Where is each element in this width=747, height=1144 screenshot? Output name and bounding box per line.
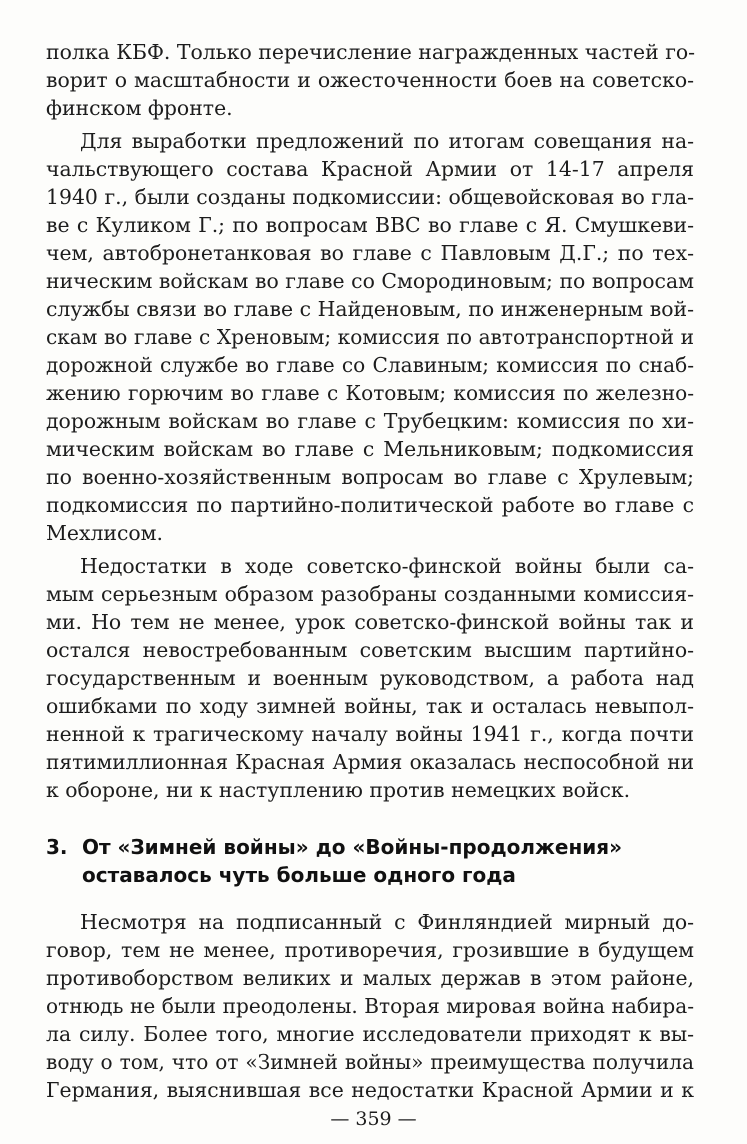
text-line: ворит о масштабности и ожесточенности боев на советско- [46, 68, 694, 92]
text-line: Мехлисом. [46, 521, 164, 545]
text-line: ми. Но тем не менее, урок советско-финской войны так и [46, 610, 694, 634]
text-line: пятимиллионная Красная Армия оказалась неспособной ни [46, 750, 694, 774]
text-line: ла силу. Более того, многие исследователи приходят к вы- [46, 1022, 694, 1046]
text-line: к обороне, ни к наступлению против немецких войск. [46, 778, 631, 802]
text-line: Несмотря на подписанный с Финляндией мирный до- [80, 910, 694, 934]
text-line: ошибками по ходу зимней войны, так и осталась невыпол- [46, 694, 694, 718]
text-line: жению горючим во главе с Котовым; комиссия по железно- [46, 381, 694, 405]
text-line: мым серьезным образом разобраны созданными комиссия- [46, 582, 694, 606]
text-line: скам во главе с Хреновым; комиссия по автотранспортной и [46, 325, 694, 349]
text-line: остался невостребованным советским высшим партийно- [46, 638, 694, 662]
text-line: по военно-хозяйственным вопросам во главе с Хрулевым; [46, 465, 694, 489]
text-line: подкомиссия по партийно-политической работе во главе с [46, 493, 694, 517]
text-line: государственным и военным руководством, а работа над [46, 666, 694, 690]
section-heading-line [46, 833, 622, 861]
text-line: 1940 г., были созданы подкомиссии: общевойсковая во гла- [46, 185, 694, 209]
section-number: 3. [46, 835, 68, 859]
text-line: дорожным войскам во главе с Трубецким: комиссия по хи- [46, 409, 694, 433]
text-line: Для выработки предложений по итогам совещания на- [80, 129, 694, 153]
text-line: противоборством великих и малых держав в этом районе, [46, 966, 694, 990]
text-line: ве с Куликом Г.; по вопросам ВВС во главе с Я. Смушкеви- [46, 213, 694, 237]
text-line: службы связи во главе с Найденовым, по инженерным вой- [46, 297, 694, 321]
text-line: воду о том, что от «Зимней войны» преимущества получила [46, 1050, 694, 1074]
page-number: — 359 — [330, 1108, 417, 1130]
text-line: финском фронте. [46, 96, 233, 120]
text-line: дорожной службе во главе со Славиным; комиссия по снаб- [46, 353, 694, 377]
text-line: Германия, выяснившая все недостатки Красной Армии и к [46, 1078, 694, 1102]
section-title: От «Зимней войны» до «Войны-продолжения» [82, 835, 623, 859]
text-line: ническим войскам во главе со Смородиновым; по вопросам [46, 269, 694, 293]
text-line: Недостатки в ходе советско-финской войны были са- [80, 554, 694, 578]
text-line: отнюдь не были преодолены. Вторая мировая война набира- [46, 994, 694, 1018]
text-line: ненной к трагическому началу войны 1941 г., когда почти [46, 722, 694, 746]
text-line: чем, автобронетанковая во главе с Павловым Д.Г.; по тех- [46, 241, 694, 265]
text-line: говор, тем не менее, противоречия, грозившие в будущем [46, 938, 694, 962]
section-heading-line: оставалось чуть больше одного года [82, 863, 516, 887]
text-line: мическим войскам во главе с Мельниковым; подкомиссия [46, 437, 694, 461]
text-line: чальствующего состава Красной Армии от 14-17 апреля [46, 157, 694, 181]
text-line: полка КБФ. Только перечисление награжденных частей го- [46, 40, 696, 64]
